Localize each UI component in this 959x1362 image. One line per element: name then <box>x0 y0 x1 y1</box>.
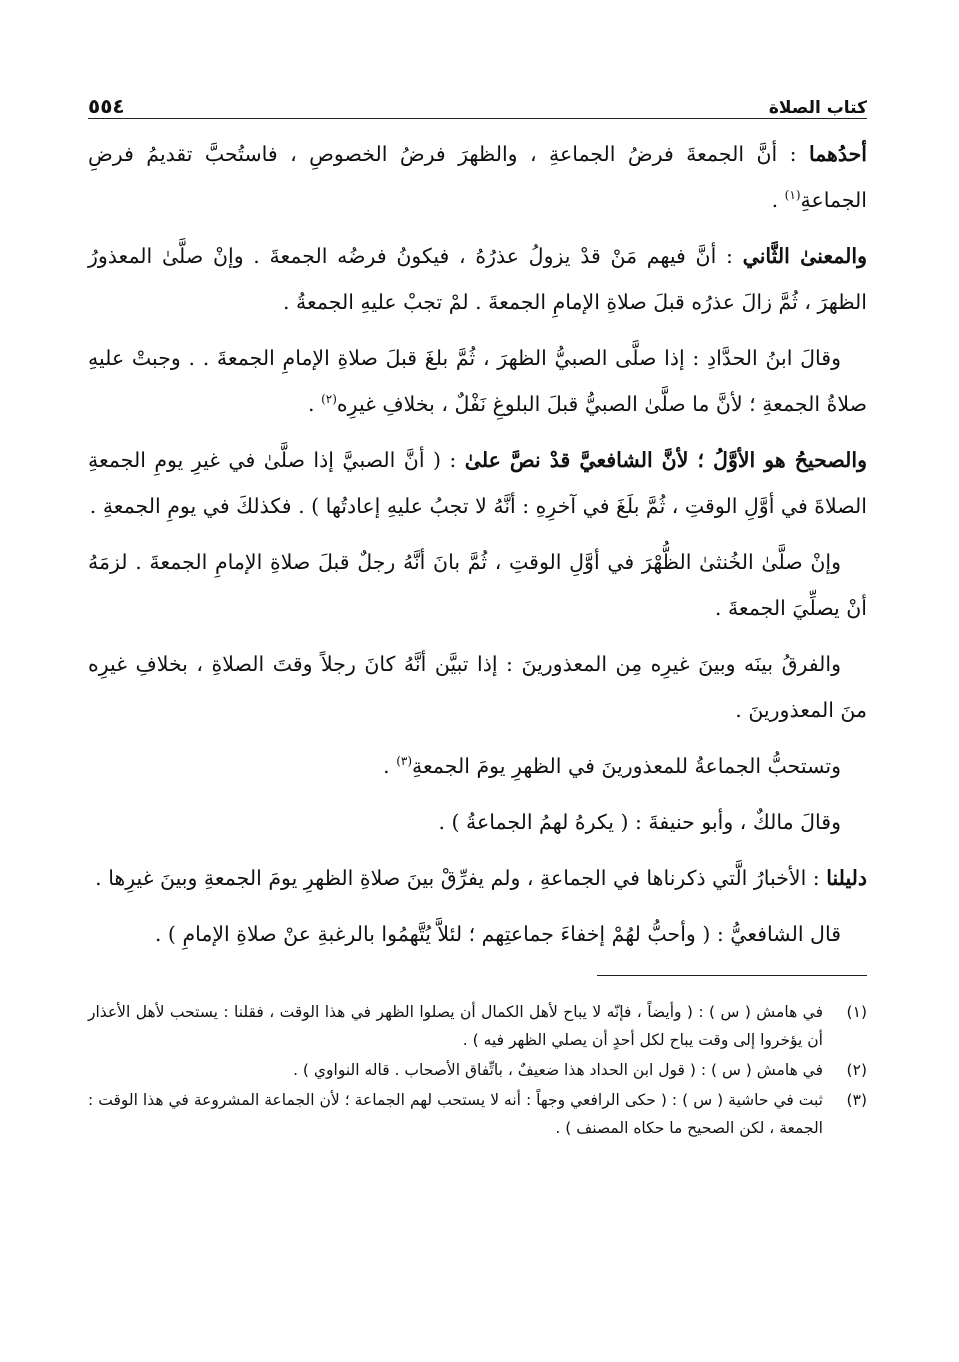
paragraph-tail: . <box>383 754 397 778</box>
paragraph-text: قال الشافعيُّ : ( وأحبُّ لهُمْ إخفاءَ جماعتِهم ؛ لئلاَّ يُتَّهمُوا بالرغبةِ عنْ صلاةِ الإمامِ ) . <box>154 922 841 946</box>
paragraph-difference <box>88 641 867 733</box>
page-number: ٥٥٤ <box>88 94 125 118</box>
paragraph-text: وتستحبُّ الجماعةُ للمعذورينَ في الظهرِ يومَ الجمعةِ <box>412 754 841 778</box>
paragraph-lead: والصحيحُ هو الأوَّلُ ؛ لأنَّ الشافعيَّ قدْ نصَّ علىٰ <box>464 448 868 472</box>
paragraph-text: : الأخبارُ الَّتي ذكرناها في الجماعةِ ، ولم يفرِّقْ بينَ صلاةِ الظهرِ يومَ الجمعةِ وبينَ غيرِها . <box>95 866 827 890</box>
paragraph-congregation-excused <box>88 743 867 789</box>
paragraph-ibn-haddad <box>88 335 867 427</box>
footnote <box>88 1056 867 1084</box>
footnote <box>88 1086 867 1142</box>
paragraph-text: : أنَّ الجمعةَ فرضُ الجماعةِ ، والظهرَ فرضُ الخصوصِ ، فاستُحبَّ تقديمُ فرضِ الجماعةِ <box>88 142 867 212</box>
footnote-text: في هامش ( س ) : ( قول ابن الحداد هذا ضعيفٌ ، باتِّفاق الأصحاب . قاله النواوي ) . <box>293 1061 823 1079</box>
footnote-number: (٢) <box>846 1061 867 1079</box>
footnote-ref: (١) <box>784 188 801 203</box>
footnote <box>88 998 867 1054</box>
paragraph-evidence <box>88 855 867 901</box>
footnote-number: (٣) <box>846 1091 867 1109</box>
footnotes <box>88 998 867 1142</box>
footnote-text: ثبت في حاشية ( س ) : ( حكى الرافعي وجهاً : أنه لا يستحب لهم الجماعة ؛ لأن الجماعة المشروعة في هذا الوقت : الجمعة ، لكن الصحيح ما حكاه المصنف ) . <box>88 1091 823 1137</box>
paragraph-text: وقالَ ابنُ الحدَّادِ : إذا صلَّى الصبيُّ الظهرَ ، ثُمَّ بلغَ قبلَ صلاةِ الإمامِ الجمعةَ . . وجبتْ عليهِ صلاةُ الجمعةِ ؛ لأنَّ ما صلَّىٰ الصبيُّ قبلَ البلوغِ نَفْلٌ ، بخلافِ غيرِه <box>88 346 867 416</box>
book-page <box>88 82 867 1342</box>
paragraph-lead: أحدُهما <box>808 142 867 166</box>
footnote-separator <box>597 975 867 976</box>
footnote-ref: (٣) <box>396 754 413 769</box>
main-text <box>88 131 867 957</box>
page-header <box>88 82 867 119</box>
paragraph-second-meaning <box>88 233 867 325</box>
paragraph-tail: . <box>308 392 322 416</box>
footnote-ref: (٢) <box>321 392 337 407</box>
paragraph-lead: والمعنىٰ الثَّاني <box>742 244 867 268</box>
paragraph-tail: . <box>771 188 785 212</box>
paragraph-shafii-quote <box>88 911 867 957</box>
paragraph-correct-view <box>88 437 867 529</box>
paragraph-lead: دليلنا <box>826 866 867 890</box>
running-title: كتاب الصلاة <box>768 98 867 118</box>
paragraph-text: وإنْ صلَّىٰ الخُنثىٰ الظُّهْرَ في أوَّلِ الوقتِ ، ثُمَّ بانَ أنَّهُ رجلٌ قبلَ صلاةِ الإمامِ الجمعةَ . لزمَهُ أنْ يصلِّيَ الجمعةَ . <box>88 550 867 620</box>
paragraph-text: : ( أنَّ الصبيَّ إذا صلَّىٰ في غيرِ يومِ الجمعةِ الصلاةَ في أوَّلِ الوقتِ ، ثُمَّ بلَغَ في آخرِهِ : أنَّهُ لا تجبُ عليهِ إعادتُها ) . فكذلكَ في يومِ الجمعةِ . <box>88 448 867 518</box>
footnote-number: (١) <box>846 1003 867 1021</box>
paragraph-text: والفرقُ بينَه وبينَ غيرِه مِن المعذورينَ : إذا تبيَّن أنَّهُ كانَ رجلاً وقتَ الصلاةِ ، بخلافِ غيرِه منَ المعذورينَ . <box>88 652 867 722</box>
paragraph-text: وقالَ مالكٌ ، وأبو حنيفةَ : ( يكرهُ لهمُ الجماعةُ ) . <box>438 810 841 834</box>
paragraph-text: : أنَّ فيهم مَنْ قدْ يزولُ عذرُهُ ، فيكونُ فرضُه الجمعةَ . وإنْ صلَّىٰ المعذورُ الظهرَ ، ثُمَّ زالَ عذرُه قبلَ صلاةِ الإمامِ الجمعةَ . لمْ تجبْ عليهِ الجمعةُ . <box>88 244 867 314</box>
paragraph-first-meaning <box>88 131 867 223</box>
paragraph-khuntha <box>88 539 867 631</box>
footnote-text: في هامش ( س ) : ( وأيضاً ، فإنّه لا يباح لأهل الكمال أن يصلوا الظهر في هذا الوقت ، فقلنا : يستحب لأهل الأعذار أن يؤخروا إلى وقت يباح لكل أحدٍ أن يصلي الظهر فيه ) . <box>88 1003 823 1049</box>
paragraph-malik-abu-hanifa <box>88 799 867 845</box>
